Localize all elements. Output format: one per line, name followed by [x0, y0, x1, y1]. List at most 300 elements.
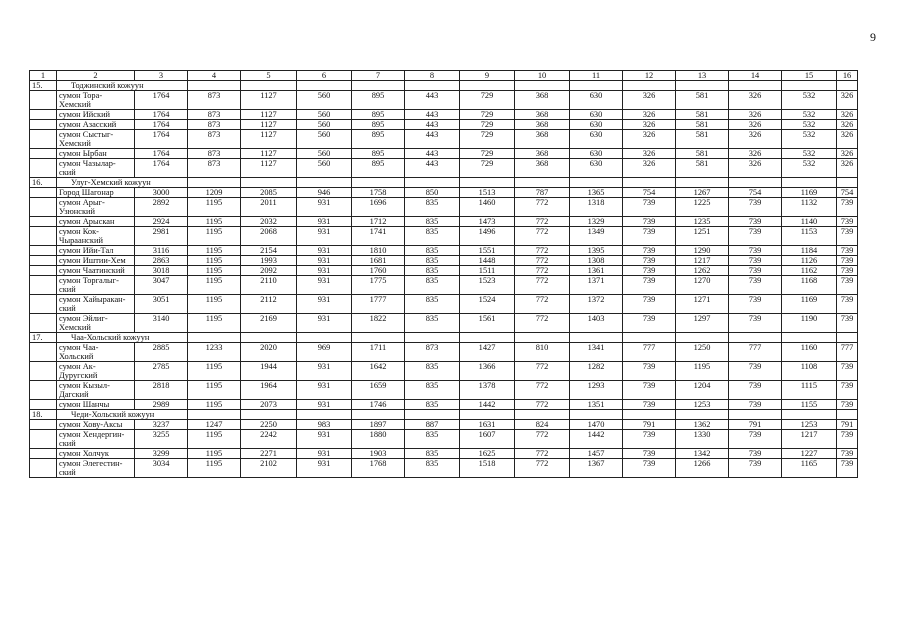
row-number-cell — [30, 276, 57, 295]
value-cell: 2073 — [241, 400, 297, 410]
value-cell: 1964 — [241, 381, 297, 400]
value-cell: 772 — [515, 314, 570, 333]
empty-cell — [188, 410, 241, 420]
value-cell: 1681 — [352, 256, 405, 266]
value-cell: 2885 — [135, 343, 188, 362]
value-cell: 739 — [837, 276, 858, 295]
value-cell: 368 — [515, 149, 570, 159]
value-cell: 739 — [837, 227, 858, 246]
value-cell: 326 — [623, 110, 676, 120]
value-cell: 630 — [570, 91, 623, 110]
value-cell: 969 — [297, 343, 352, 362]
value-cell: 1897 — [352, 420, 405, 430]
value-cell: 630 — [570, 159, 623, 178]
table-row — [30, 188, 858, 198]
value-cell: 1395 — [570, 246, 623, 256]
empty-cell — [460, 81, 515, 91]
value-cell: 873 — [188, 91, 241, 110]
value-cell: 1631 — [460, 420, 515, 430]
value-cell: 835 — [405, 276, 460, 295]
value-cell: 2250 — [241, 420, 297, 430]
value-cell: 2785 — [135, 362, 188, 381]
value-cell: 739 — [729, 400, 782, 410]
empty-cell — [515, 333, 570, 343]
value-cell: 326 — [837, 91, 858, 110]
row-number-cell — [30, 362, 57, 381]
empty-cell — [570, 81, 623, 91]
value-cell: 1442 — [460, 400, 515, 410]
section-row — [30, 178, 858, 188]
municipality-name: сумон Чаатинский — [57, 266, 135, 276]
value-cell: 532 — [782, 149, 837, 159]
value-cell: 895 — [352, 159, 405, 178]
value-cell: 931 — [297, 276, 352, 295]
municipality-name: сумон Кок-Чыраанский — [57, 227, 135, 246]
value-cell: 1190 — [782, 314, 837, 333]
value-cell: 739 — [729, 217, 782, 227]
empty-cell — [405, 333, 460, 343]
value-cell: 1746 — [352, 400, 405, 410]
row-number-cell — [30, 459, 57, 478]
value-cell: 326 — [837, 149, 858, 159]
empty-cell — [515, 81, 570, 91]
value-cell: 1127 — [241, 110, 297, 120]
row-number-cell — [30, 198, 57, 217]
value-cell: 931 — [297, 314, 352, 333]
empty-cell — [623, 410, 676, 420]
empty-cell — [405, 81, 460, 91]
value-cell: 739 — [729, 246, 782, 256]
value-cell: 739 — [837, 295, 858, 314]
value-cell: 1184 — [782, 246, 837, 256]
column-header: 12 — [623, 71, 676, 81]
empty-cell — [782, 333, 837, 343]
column-header: 2 — [57, 71, 135, 81]
table-row — [30, 266, 858, 276]
value-cell: 739 — [837, 449, 858, 459]
value-cell: 1696 — [352, 198, 405, 217]
empty-cell — [837, 410, 858, 420]
municipality-name: сумон Хендергин-ский — [57, 430, 135, 449]
empty-cell — [782, 178, 837, 188]
row-number-cell — [30, 159, 57, 178]
empty-cell — [570, 178, 623, 188]
value-cell: 1551 — [460, 246, 515, 256]
value-cell: 630 — [570, 130, 623, 149]
value-cell: 2818 — [135, 381, 188, 400]
value-cell: 2863 — [135, 256, 188, 266]
value-cell: 835 — [405, 449, 460, 459]
value-cell: 532 — [782, 159, 837, 178]
value-cell: 1403 — [570, 314, 623, 333]
value-cell: 1290 — [676, 246, 729, 256]
value-cell: 1361 — [570, 266, 623, 276]
empty-cell — [623, 178, 676, 188]
municipality-name: сумон Ийи-Тал — [57, 246, 135, 256]
value-cell: 739 — [837, 217, 858, 227]
value-cell: 1625 — [460, 449, 515, 459]
value-cell: 630 — [570, 149, 623, 159]
value-cell: 1378 — [460, 381, 515, 400]
value-cell: 368 — [515, 159, 570, 178]
empty-cell — [352, 81, 405, 91]
value-cell: 1372 — [570, 295, 623, 314]
value-cell: 1253 — [782, 420, 837, 430]
value-cell: 326 — [729, 91, 782, 110]
value-cell: 1457 — [570, 449, 623, 459]
table-row — [30, 343, 858, 362]
table-row — [30, 217, 858, 227]
table-row — [30, 381, 858, 400]
column-header: 16 — [837, 71, 858, 81]
municipality-name: сумон Арыг-Узюнский — [57, 198, 135, 217]
value-cell: 2102 — [241, 459, 297, 478]
value-cell: 1318 — [570, 198, 623, 217]
empty-cell — [352, 333, 405, 343]
row-number-cell — [30, 430, 57, 449]
value-cell: 895 — [352, 110, 405, 120]
value-cell: 443 — [405, 130, 460, 149]
value-cell: 2154 — [241, 246, 297, 256]
value-cell: 772 — [515, 266, 570, 276]
value-cell: 1270 — [676, 276, 729, 295]
section-title: Чаа-Хольский кожуун — [57, 333, 188, 343]
value-cell: 1764 — [135, 159, 188, 178]
value-cell: 326 — [623, 159, 676, 178]
value-cell: 1518 — [460, 459, 515, 478]
value-cell: 739 — [837, 459, 858, 478]
table-row — [30, 420, 858, 430]
section-title: Тоджинский кожуун — [57, 81, 188, 91]
value-cell: 835 — [405, 246, 460, 256]
value-cell: 560 — [297, 120, 352, 130]
value-cell: 772 — [515, 430, 570, 449]
value-cell: 1209 — [188, 188, 241, 198]
value-cell: 1712 — [352, 217, 405, 227]
value-cell: 1351 — [570, 400, 623, 410]
value-cell: 1235 — [676, 217, 729, 227]
value-cell: 3255 — [135, 430, 188, 449]
value-cell: 772 — [515, 362, 570, 381]
value-cell: 2068 — [241, 227, 297, 246]
value-cell: 835 — [405, 314, 460, 333]
value-cell: 739 — [623, 295, 676, 314]
municipality-name: Город Шагонар — [57, 188, 135, 198]
value-cell: 1561 — [460, 314, 515, 333]
municipality-name: сумон Тора-Хемский — [57, 91, 135, 110]
value-cell: 1607 — [460, 430, 515, 449]
column-header: 13 — [676, 71, 729, 81]
value-cell: 1262 — [676, 266, 729, 276]
value-cell: 754 — [623, 188, 676, 198]
value-cell: 1473 — [460, 217, 515, 227]
value-cell: 2989 — [135, 400, 188, 410]
value-cell: 835 — [405, 266, 460, 276]
value-cell: 791 — [837, 420, 858, 430]
value-cell: 739 — [729, 295, 782, 314]
row-number-cell — [30, 91, 57, 110]
value-cell: 1195 — [188, 459, 241, 478]
value-cell: 739 — [729, 449, 782, 459]
value-cell: 443 — [405, 159, 460, 178]
value-cell: 532 — [782, 91, 837, 110]
value-cell: 532 — [782, 130, 837, 149]
value-cell: 1195 — [188, 266, 241, 276]
empty-cell — [188, 81, 241, 91]
value-cell: 1764 — [135, 110, 188, 120]
value-cell: 1470 — [570, 420, 623, 430]
column-header: 7 — [352, 71, 405, 81]
value-cell: 1162 — [782, 266, 837, 276]
value-cell: 931 — [297, 266, 352, 276]
value-cell: 3000 — [135, 188, 188, 198]
municipality-name: сумон Ырбан — [57, 149, 135, 159]
table-row — [30, 276, 858, 295]
value-cell: 1165 — [782, 459, 837, 478]
value-cell: 1195 — [188, 198, 241, 217]
value-cell: 1168 — [782, 276, 837, 295]
value-cell: 729 — [460, 130, 515, 149]
value-cell: 443 — [405, 91, 460, 110]
row-number-cell — [30, 149, 57, 159]
value-cell: 739 — [623, 227, 676, 246]
value-cell: 835 — [405, 227, 460, 246]
value-cell: 1330 — [676, 430, 729, 449]
value-cell: 1944 — [241, 362, 297, 381]
municipality-name: сумон Ак-Дуругский — [57, 362, 135, 381]
value-cell: 739 — [837, 314, 858, 333]
value-cell: 1127 — [241, 120, 297, 130]
value-cell: 1195 — [188, 256, 241, 266]
value-cell: 326 — [729, 130, 782, 149]
row-number-cell — [30, 381, 57, 400]
column-header: 4 — [188, 71, 241, 81]
value-cell: 931 — [297, 362, 352, 381]
value-cell: 729 — [460, 159, 515, 178]
value-cell: 2112 — [241, 295, 297, 314]
value-cell: 931 — [297, 459, 352, 478]
table-row — [30, 120, 858, 130]
table-row — [30, 91, 858, 110]
value-cell: 754 — [729, 188, 782, 198]
table-row — [30, 130, 858, 149]
empty-cell — [188, 333, 241, 343]
value-cell: 739 — [623, 276, 676, 295]
value-cell: 630 — [570, 110, 623, 120]
value-cell: 1496 — [460, 227, 515, 246]
value-cell: 326 — [623, 130, 676, 149]
value-cell: 1764 — [135, 91, 188, 110]
value-cell: 3051 — [135, 295, 188, 314]
value-cell: 581 — [676, 110, 729, 120]
row-number-cell — [30, 188, 57, 198]
empty-cell — [782, 410, 837, 420]
value-cell: 1764 — [135, 149, 188, 159]
value-cell: 1227 — [782, 449, 837, 459]
empty-cell — [837, 81, 858, 91]
empty-cell — [460, 178, 515, 188]
value-cell: 1308 — [570, 256, 623, 266]
value-cell: 3140 — [135, 314, 188, 333]
value-cell: 1225 — [676, 198, 729, 217]
value-cell: 326 — [729, 110, 782, 120]
value-cell: 739 — [623, 381, 676, 400]
value-cell: 1253 — [676, 400, 729, 410]
value-cell: 1127 — [241, 91, 297, 110]
empty-cell — [460, 333, 515, 343]
value-cell: 931 — [297, 295, 352, 314]
empty-cell — [837, 178, 858, 188]
value-cell: 777 — [623, 343, 676, 362]
value-cell: 1297 — [676, 314, 729, 333]
table-row — [30, 459, 858, 478]
value-cell: 754 — [837, 188, 858, 198]
value-cell: 581 — [676, 159, 729, 178]
value-cell: 835 — [405, 400, 460, 410]
row-number-cell — [30, 246, 57, 256]
value-cell: 739 — [623, 314, 676, 333]
value-cell: 1810 — [352, 246, 405, 256]
value-cell: 1342 — [676, 449, 729, 459]
value-cell: 326 — [837, 110, 858, 120]
value-cell: 824 — [515, 420, 570, 430]
section-number: 15. — [30, 81, 57, 91]
value-cell: 873 — [188, 110, 241, 120]
value-cell: 772 — [515, 381, 570, 400]
value-cell: 931 — [297, 400, 352, 410]
value-cell: 3034 — [135, 459, 188, 478]
value-cell: 1271 — [676, 295, 729, 314]
empty-cell — [676, 410, 729, 420]
value-cell: 835 — [405, 362, 460, 381]
value-cell: 1758 — [352, 188, 405, 198]
municipality-name: сумон Шанчы — [57, 400, 135, 410]
value-cell: 3018 — [135, 266, 188, 276]
value-cell: 739 — [837, 246, 858, 256]
value-cell: 739 — [729, 381, 782, 400]
value-cell: 1115 — [782, 381, 837, 400]
value-cell: 739 — [837, 198, 858, 217]
value-cell: 1768 — [352, 459, 405, 478]
empty-cell — [297, 178, 352, 188]
column-header: 5 — [241, 71, 297, 81]
value-cell: 2020 — [241, 343, 297, 362]
value-cell: 1127 — [241, 159, 297, 178]
table-row — [30, 159, 858, 178]
value-cell: 739 — [623, 266, 676, 276]
value-cell: 1362 — [676, 420, 729, 430]
value-cell: 946 — [297, 188, 352, 198]
value-cell: 368 — [515, 110, 570, 120]
row-number-cell — [30, 227, 57, 246]
municipality-name: сумон Холчук — [57, 449, 135, 459]
value-cell: 1282 — [570, 362, 623, 381]
value-cell: 1523 — [460, 276, 515, 295]
empty-cell — [241, 178, 297, 188]
value-cell: 1903 — [352, 449, 405, 459]
row-number-cell — [30, 130, 57, 149]
empty-cell — [515, 410, 570, 420]
value-cell: 810 — [515, 343, 570, 362]
value-cell: 1993 — [241, 256, 297, 266]
empty-cell — [352, 410, 405, 420]
value-cell: 1195 — [188, 217, 241, 227]
value-cell: 2032 — [241, 217, 297, 227]
value-cell: 1247 — [188, 420, 241, 430]
value-cell: 581 — [676, 91, 729, 110]
value-cell: 1642 — [352, 362, 405, 381]
value-cell: 3047 — [135, 276, 188, 295]
value-cell: 326 — [623, 120, 676, 130]
value-cell: 326 — [729, 149, 782, 159]
value-cell: 1132 — [782, 198, 837, 217]
value-cell: 2271 — [241, 449, 297, 459]
table-row — [30, 362, 858, 381]
value-cell: 739 — [729, 362, 782, 381]
value-cell: 772 — [515, 227, 570, 246]
value-cell: 1155 — [782, 400, 837, 410]
value-cell: 772 — [515, 256, 570, 266]
value-cell: 739 — [729, 227, 782, 246]
empty-cell — [623, 333, 676, 343]
section-number: 18. — [30, 410, 57, 420]
empty-cell — [460, 410, 515, 420]
section-title: Чеди-Хольский кожуун — [57, 410, 188, 420]
value-cell: 1195 — [188, 381, 241, 400]
table-row — [30, 110, 858, 120]
value-cell: 791 — [729, 420, 782, 430]
value-cell: 1153 — [782, 227, 837, 246]
empty-cell — [570, 333, 623, 343]
empty-cell — [729, 333, 782, 343]
column-header: 3 — [135, 71, 188, 81]
value-cell: 630 — [570, 120, 623, 130]
value-cell: 2169 — [241, 314, 297, 333]
value-cell: 1217 — [676, 256, 729, 266]
data-table — [29, 70, 858, 478]
column-header: 10 — [515, 71, 570, 81]
municipality-name: сумон Арыскан — [57, 217, 135, 227]
value-cell: 326 — [729, 159, 782, 178]
value-cell: 739 — [729, 276, 782, 295]
value-cell: 873 — [405, 343, 460, 362]
value-cell: 729 — [460, 149, 515, 159]
municipality-name: сумон Сыстыг-Хемский — [57, 130, 135, 149]
value-cell: 443 — [405, 149, 460, 159]
value-cell: 1460 — [460, 198, 515, 217]
value-cell: 835 — [405, 256, 460, 266]
value-cell: 560 — [297, 91, 352, 110]
municipality-name: сумон Чазылар-ский — [57, 159, 135, 178]
row-number-cell — [30, 449, 57, 459]
value-cell: 326 — [729, 120, 782, 130]
value-cell: 1126 — [782, 256, 837, 266]
empty-cell — [297, 410, 352, 420]
value-cell: 443 — [405, 110, 460, 120]
value-cell: 895 — [352, 91, 405, 110]
value-cell: 532 — [782, 120, 837, 130]
row-number-cell — [30, 400, 57, 410]
municipality-name: сумон Ийский — [57, 110, 135, 120]
value-cell: 1140 — [782, 217, 837, 227]
municipality-name: сумон Чаа-Хольский — [57, 343, 135, 362]
section-row — [30, 333, 858, 343]
value-cell: 560 — [297, 149, 352, 159]
municipality-name: сумон Хайыракан-ский — [57, 295, 135, 314]
empty-cell — [188, 178, 241, 188]
value-cell: 1195 — [188, 227, 241, 246]
municipality-name: сумон Кызыл-Дагский — [57, 381, 135, 400]
